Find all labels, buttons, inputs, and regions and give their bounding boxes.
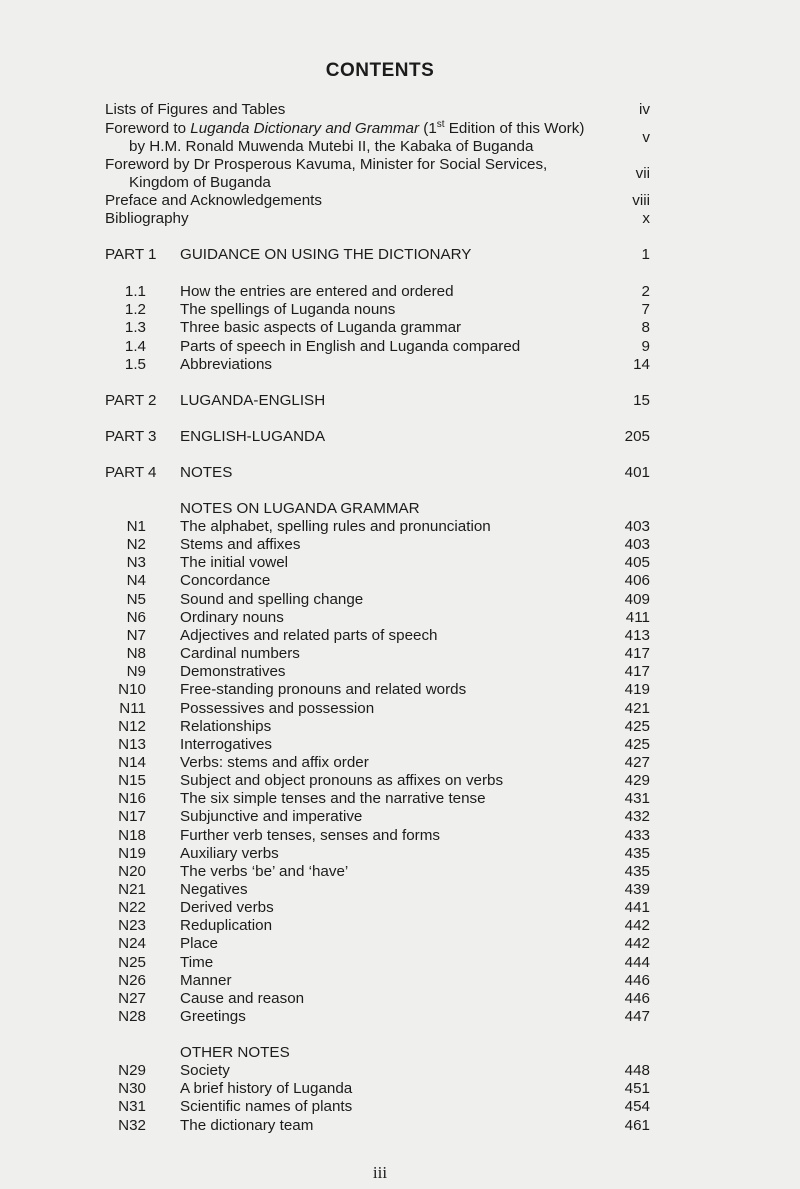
toc-page-number: 405 — [624, 554, 650, 572]
toc-entry-title: The verbs ‘be’ and ‘have’ — [180, 862, 349, 880]
toc-page-number: 411 — [625, 608, 650, 626]
toc-page-number: v — [642, 129, 650, 146]
toc-entry-bibliography: Bibliography — [105, 210, 189, 227]
toc-page-number: 1 — [641, 246, 650, 263]
toc-entry-title: Reduplication — [180, 917, 273, 935]
toc-entry-title: The initial vowel — [180, 554, 289, 572]
toc-entry-code: N27 — [118, 989, 146, 1007]
toc-page-number: 401 — [624, 464, 650, 481]
toc-entry-code: N4 — [126, 572, 146, 590]
toc-entry-title: Greetings — [180, 1008, 246, 1026]
toc-page-number: 419 — [624, 681, 650, 699]
toc-entry-code: N23 — [118, 917, 146, 935]
toc-page-number: vii — [635, 165, 650, 182]
toc-entry-title: Possessives and possession — [180, 699, 375, 717]
part-title: LUGANDA-ENGLISH — [180, 392, 326, 409]
toc-page-number: 446 — [624, 989, 650, 1007]
toc-entry-title: Concordance — [180, 572, 271, 590]
toc-page-number: 435 — [624, 844, 650, 862]
toc-entry-code: N3 — [126, 554, 146, 572]
toc-entry-title: Ordinary nouns — [180, 608, 284, 626]
toc-entry-title: Sound and spelling change — [180, 590, 364, 608]
toc-page-number: 9 — [641, 337, 650, 355]
toc-entry-code: N24 — [118, 935, 146, 953]
toc-entry-code: N26 — [118, 971, 146, 989]
part-title: GUIDANCE ON USING THE DICTIONARY — [180, 246, 472, 263]
toc-entry-title: Stems and affixes — [180, 536, 301, 554]
toc-page-number: 442 — [624, 935, 650, 953]
toc-page-number: 447 — [624, 1008, 650, 1026]
toc-page-number: 403 — [624, 536, 650, 554]
toc-entry-code: N25 — [118, 953, 146, 971]
toc-entry-code: N15 — [118, 772, 146, 790]
toc-entry-foreword-2-line2: Kingdom of Buganda — [129, 174, 271, 191]
toc-page-number: 409 — [624, 590, 650, 608]
toc-entry-title: Place — [180, 935, 218, 953]
toc-entry-title: Parts of speech in English and Luganda compared — [180, 337, 521, 355]
toc-page-number: viii — [632, 192, 650, 209]
toc-page-number: x — [642, 210, 650, 227]
toc-page-number: 439 — [624, 881, 650, 898]
toc-entry-code: N13 — [118, 735, 146, 753]
toc-entry-code: N16 — [118, 790, 146, 808]
toc-entry-code: N11 — [119, 699, 146, 717]
toc-page-number: 427 — [624, 753, 650, 771]
toc-page-number: 461 — [624, 1116, 650, 1134]
toc-page-number: 425 — [624, 735, 650, 753]
toc-entry-code: N6 — [126, 608, 146, 626]
toc-entry-title: Subject and object pronouns as affixes on verbs — [180, 772, 504, 790]
toc-entry-title: Auxiliary verbs — [180, 844, 279, 862]
toc-page-number: 7 — [641, 301, 650, 319]
toc-entry-code: N8 — [126, 645, 146, 663]
toc-page-number: 431 — [624, 790, 650, 808]
toc-entry-code: 1.3 — [124, 319, 146, 337]
toc-page-number: 435 — [624, 862, 650, 880]
toc-page-number: 444 — [624, 953, 650, 971]
toc-page-number: 413 — [624, 626, 650, 644]
toc-entry-foreword-1: Foreword to Luganda Dictionary and Grammar (1st Edition of this Work) — [105, 118, 585, 137]
toc-page-number: 205 — [624, 428, 650, 445]
toc-entry-code: 1.1 — [124, 283, 146, 300]
toc-entry-code: N17 — [118, 808, 146, 826]
toc-entry-code: N19 — [118, 844, 146, 862]
toc-page-number: 403 — [624, 518, 650, 535]
toc-entry-code: N29 — [118, 1062, 146, 1079]
toc-page-number: 15 — [633, 392, 650, 409]
toc-entry-code: N32 — [118, 1116, 146, 1134]
toc-entry-title: Free-standing pronouns and related words — [180, 681, 467, 699]
toc-entry-foreword-1-line2: by H.M. Ronald Muwenda Mutebi II, the Kabaka of Buganda — [129, 138, 534, 155]
toc-page-number: 425 — [624, 717, 650, 735]
part-label: PART 1 — [105, 246, 157, 263]
toc-entry-code: 1.4 — [124, 337, 146, 355]
toc-entry-title: Adjectives and related parts of speech — [180, 626, 438, 644]
toc-entry-code: N21 — [118, 881, 146, 898]
toc-entry-title: The alphabet, spelling rules and pronunciation — [180, 518, 491, 535]
toc-page-number: 8 — [641, 319, 650, 337]
section-heading: OTHER NOTES — [180, 1044, 290, 1061]
toc-entry-title: The six simple tenses and the narrative tense — [180, 790, 486, 808]
toc-page-number: 14 — [633, 355, 650, 373]
toc-entry-foreword-2: Foreword by Dr Prosperous Kavuma, Minister for Social Services, — [105, 156, 548, 173]
toc-entry-title: Negatives — [180, 881, 248, 898]
toc-entry-preface: Preface and Acknowledgements — [105, 192, 322, 209]
toc-page-number: 451 — [624, 1080, 650, 1098]
toc-entry-code: N31 — [118, 1098, 146, 1116]
toc-page-number: 432 — [624, 808, 650, 826]
part-label: PART 3 — [105, 428, 157, 445]
toc-entry-code: N28 — [118, 1008, 146, 1026]
toc-entry-title: Further verb tenses, senses and forms — [180, 826, 440, 844]
toc-page-number: 454 — [624, 1098, 650, 1116]
toc-entry-code: N12 — [118, 717, 146, 735]
toc-page-number: 2 — [641, 283, 650, 300]
page-title: CONTENTS — [325, 60, 435, 81]
toc-entry-code: N2 — [126, 536, 146, 554]
toc-entry-code: N7 — [126, 626, 146, 644]
toc-entry-title: Scientific names of plants — [180, 1098, 353, 1116]
toc-entry-title: Interrogatives — [180, 735, 273, 753]
toc-entry-code: N1 — [126, 518, 146, 535]
toc-entry-code: 1.5 — [124, 355, 146, 373]
toc-entry-title: Manner — [180, 971, 232, 989]
section-heading: NOTES ON LUGANDA GRAMMAR — [180, 500, 420, 517]
toc-page-number: 433 — [624, 826, 650, 844]
toc-page-number: iv — [639, 101, 650, 118]
toc-page-number: 406 — [624, 572, 650, 590]
toc-page-number: 441 — [624, 899, 650, 917]
page-folio: iii — [372, 1163, 388, 1182]
toc-entry-title: Derived verbs — [180, 899, 274, 917]
toc-entry-title: Cause and reason — [180, 989, 305, 1007]
toc-entry-title: Relationships — [180, 717, 272, 735]
part-title: ENGLISH-LUGANDA — [180, 428, 326, 445]
part-title: NOTES — [180, 464, 233, 481]
toc-entry-title: Verbs: stems and affix order — [180, 753, 369, 771]
toc-entry-title: Demonstratives — [180, 663, 286, 681]
toc-page-number: 429 — [624, 772, 650, 790]
toc-entry-code: N30 — [118, 1080, 146, 1098]
part-label: PART 2 — [105, 392, 157, 409]
toc-entry-title: Society — [180, 1062, 230, 1079]
toc-page-number: 442 — [624, 917, 650, 935]
toc-entry-title: Time — [180, 953, 214, 971]
toc-entry-code: N14 — [118, 753, 146, 771]
toc-entry-title: The dictionary team — [180, 1116, 314, 1134]
toc-entry-title: A brief history of Luganda — [180, 1080, 353, 1098]
toc-entry-code: N22 — [118, 899, 146, 917]
toc-entry-code: N18 — [118, 826, 146, 844]
toc-page-number: 421 — [624, 699, 650, 717]
toc-entry-title: Abbreviations — [180, 355, 273, 373]
toc-entry-title: Three basic aspects of Luganda grammar — [180, 319, 462, 337]
toc-entry-title: The spellings of Luganda nouns — [180, 301, 396, 319]
toc-entry-title: Subjunctive and imperative — [180, 808, 363, 826]
toc-entry-title: How the entries are entered and ordered — [180, 283, 454, 300]
toc-page-number: 446 — [624, 971, 650, 989]
toc-entry-code: N10 — [118, 681, 146, 699]
toc-page-number: 417 — [624, 645, 650, 663]
part-label: PART 4 — [105, 464, 157, 481]
toc-entry-code: N20 — [118, 862, 146, 880]
toc-entry-figures: Lists of Figures and Tables — [105, 101, 286, 118]
toc-entry-code: 1.2 — [124, 301, 146, 319]
toc-page-number: 448 — [624, 1062, 650, 1079]
toc-page-number: 417 — [624, 663, 650, 681]
toc-entry-code: N9 — [126, 663, 146, 681]
toc-entry-code: N5 — [126, 590, 146, 608]
toc-entry-title: Cardinal numbers — [180, 645, 300, 663]
